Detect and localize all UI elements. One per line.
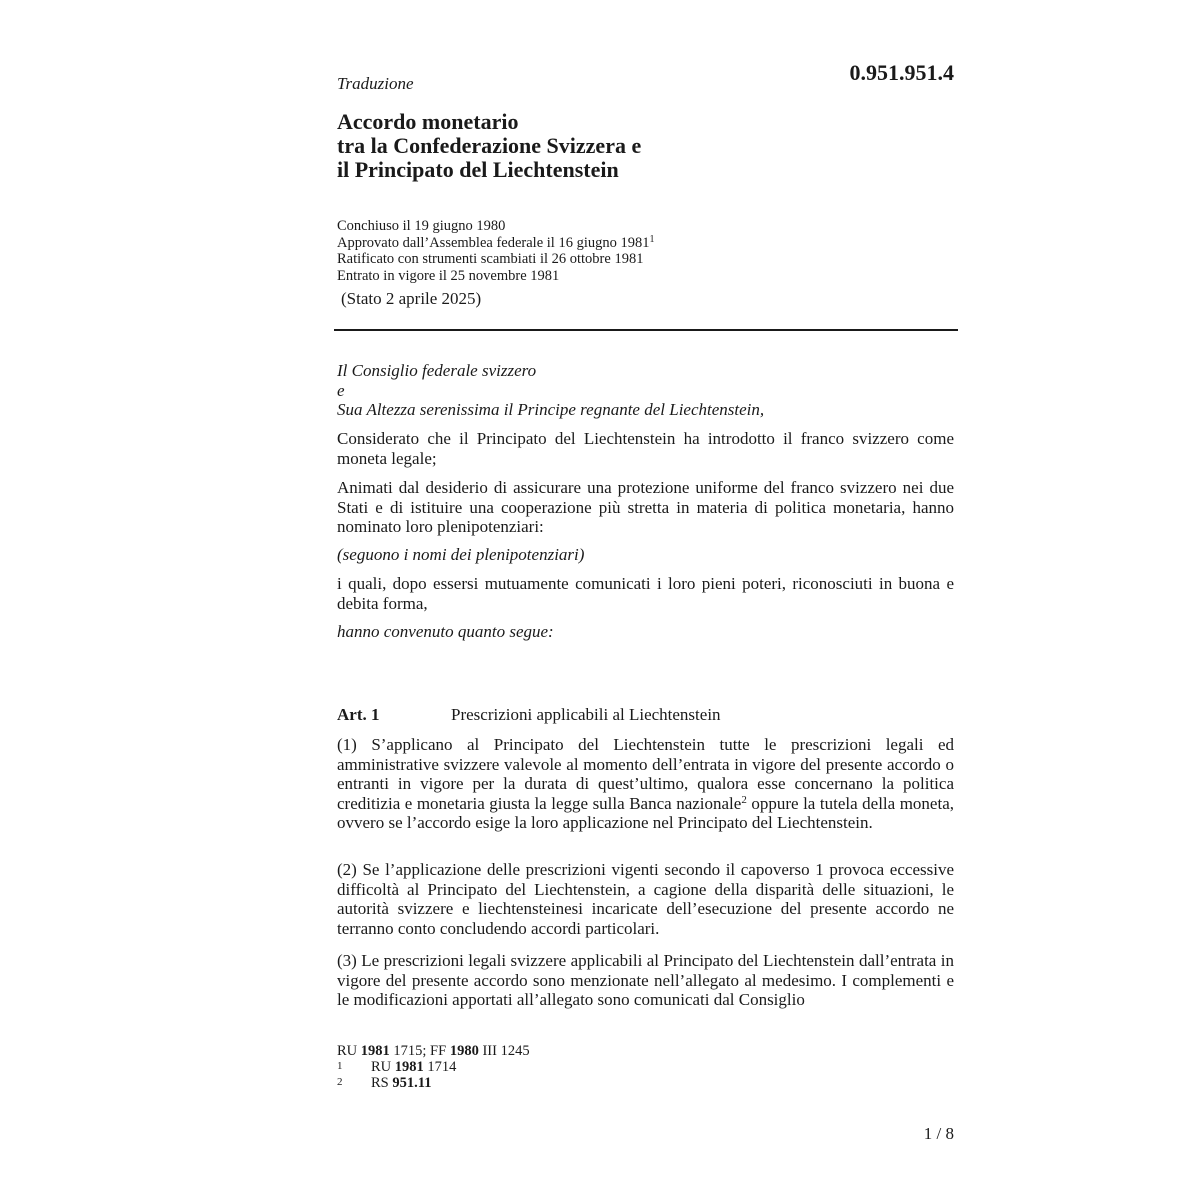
meta-ratified: Ratificato con strumenti scambiati il 26 ottobre 1981: [337, 251, 644, 267]
footnote-mark: 2: [337, 1076, 343, 1088]
title-line-3: il Principato del Liechtenstein: [337, 157, 619, 182]
article-paragraph-3: (3) Le prescrizioni legali svizzere applicabili al Principato del Liechtenstein dall’entrata in vigore del presente accordo sono menzionate nell’allegato al medesimo. I complementi e le modificazioni apportati all’allegato sono comunicati dal Consiglio: [337, 951, 954, 1009]
footnote-2: 2 RS 951.11: [337, 1075, 432, 1091]
article-paragraph-2: (2) Se l’applicazione delle prescrizioni vigenti secondo il capoverso 1 provoca eccessive difficoltà al Principato del Liechtenstein, a cagione della disparità delle situazioni, le autorità svizzere e liechtensteinesi incaricate dell’esecuzione del presente accordo ne terranno conto concludendo accordi particolari.: [337, 860, 954, 938]
footnote-mark: 1: [337, 1060, 343, 1072]
title-line-2: tra la Confederazione Svizzera e: [337, 133, 642, 158]
meta-concluded: Conchiuso il 19 giugno 1980: [337, 218, 506, 234]
preamble-parties: [337, 361, 954, 420]
preamble-paragraph: Considerato che il Principato del Liechtenstein ha introdotto il franco svizzero come moneta legale;: [337, 429, 954, 468]
article-number: Art. 1: [337, 705, 380, 724]
document-metadata: [337, 218, 654, 284]
translation-label: Traduzione: [337, 74, 414, 93]
preamble-paragraph: Animati dal desiderio di assicurare una protezione uniforme del franco svizzero nei due Stati e di istituire una cooperazione più stretta in materia di politica monetaria, hanno nominato loro plenipotenziari:: [337, 478, 954, 536]
meta-in-force: Entrato in vigore il 25 novembre 1981: [337, 267, 560, 284]
header-divider: [334, 329, 958, 331]
document-number: 0.951.951.4: [849, 60, 954, 85]
footnote-1: 1 RU 1981 1714: [337, 1059, 457, 1075]
article-title: Prescrizioni applicabili al Liechtenstein: [451, 705, 721, 724]
footnote-link-rs[interactable]: 951.11: [392, 1075, 432, 1091]
preamble-paragraph: i quali, dopo essersi mutuamente comunicati i loro pieni poteri, riconosciuti in buona e debita forma,: [337, 574, 954, 613]
footnote-ref-1[interactable]: 1: [649, 233, 655, 245]
plenipotentiaries-note: (seguono i nomi dei plenipotenziari): [337, 545, 585, 564]
source-reference: RU 1981 1715; FF 1980 III 1245: [337, 1043, 530, 1059]
party-conjunction: e: [337, 380, 345, 400]
footnotes: [337, 1043, 530, 1091]
meta-approved: Approvato dall’Assemblea federale il 16 giugno 1981$^1$: [337, 233, 655, 251]
footnote-ref-2[interactable]: 2: [741, 793, 747, 806]
document-title: [337, 110, 641, 182]
status-date: (Stato 2 aprile 2025): [341, 289, 482, 308]
article-paragraph-1: (1) S’applicano al Principato del Liechtenstein tutte le prescrizioni legali ed amministrative svizzere valevole al momento dell’entrata in vigore del presente accordo o entranti in vigore per la durata di quest’ultimo, qualora esse concernano la politica creditizia e monetaria giusta la legge sulla Banca nazionale$^2$ oppure la tutela della moneta, ovvero se l’accordo esige la loro applicazione nel Principato del Liechtenstein.: [337, 735, 954, 832]
party-liechtenstein: Sua Altezza serenissima il Principe regnante del Liechtenstein,: [337, 400, 765, 419]
agreement-clause: hanno convenuto quanto segue:: [337, 622, 554, 641]
title-line-1: Accordo monetario: [337, 109, 519, 134]
page-number: 1 / 8: [923, 1124, 954, 1143]
party-switzerland: Il Consiglio federale svizzero: [337, 361, 537, 380]
article-heading: [337, 705, 721, 725]
